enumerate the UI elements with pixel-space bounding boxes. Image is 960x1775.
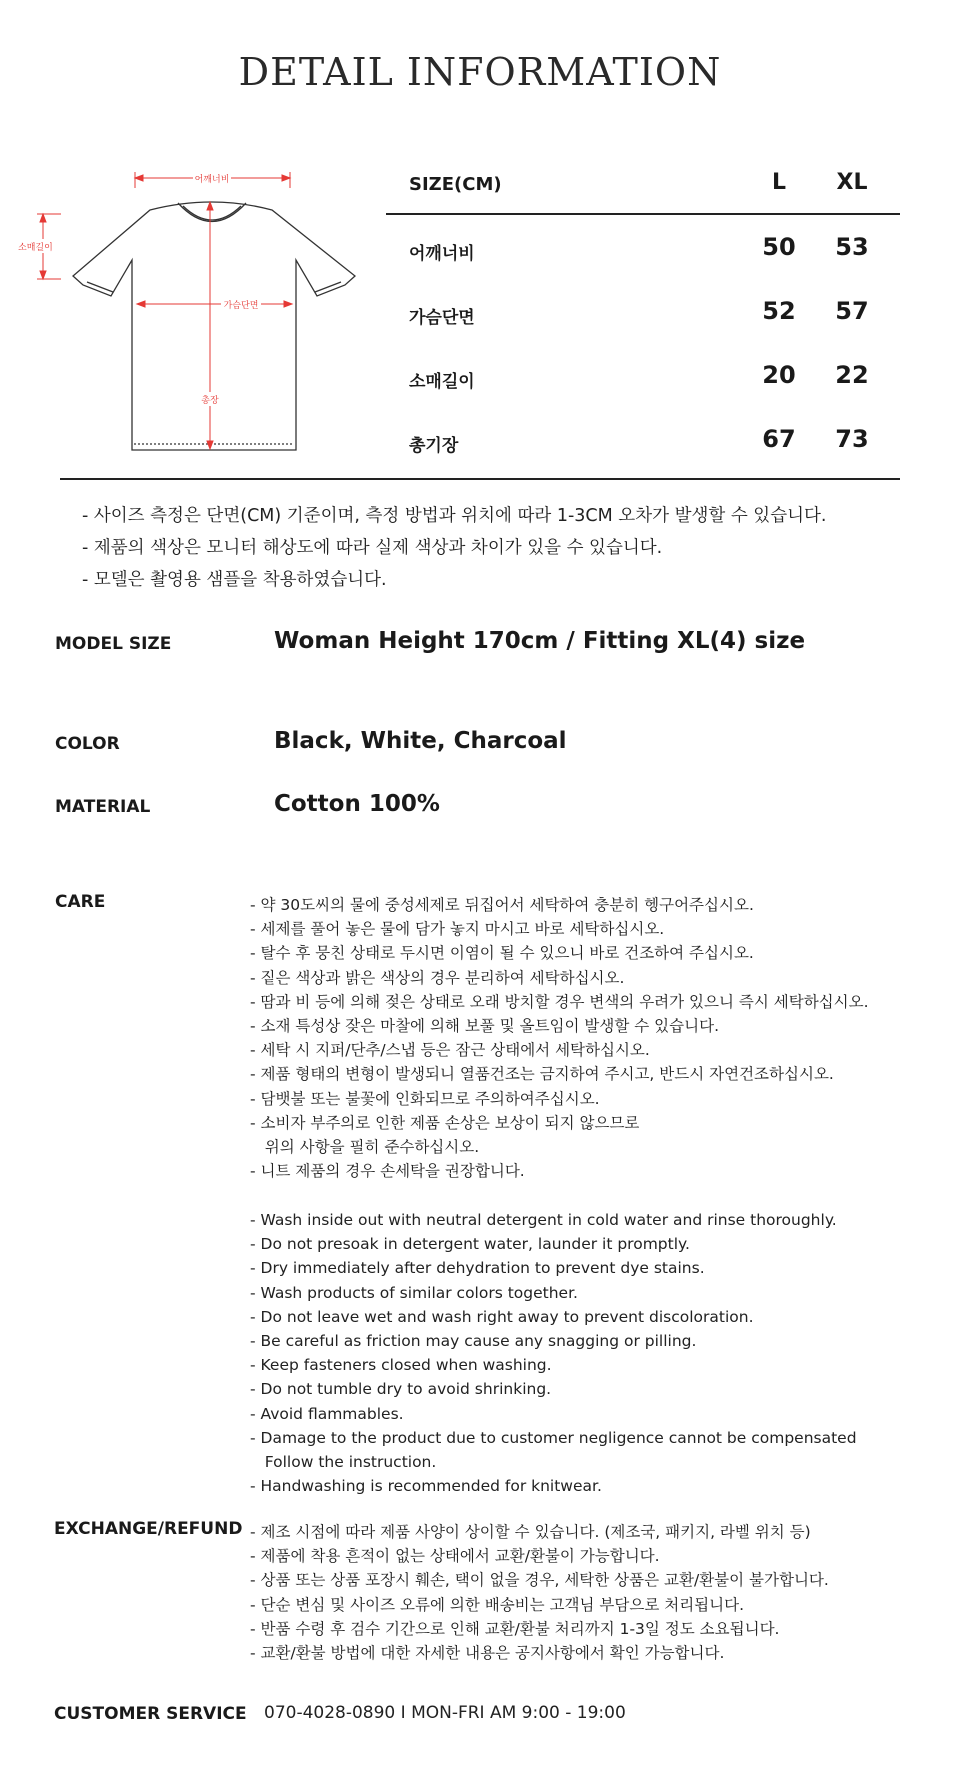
size-table (386, 160, 900, 471)
list-item: - 제품 형태의 변형이 발생되니 열품건조는 금지하여 주시고, 반드시 자연건조하십시오. (250, 1065, 834, 1084)
length-label: 총장 (201, 396, 219, 406)
tshirt-diagram (15, 168, 365, 468)
customer-service-label: CUSTOMER SERVICE (54, 1704, 247, 1724)
list-item: - 제조 시점에 따라 제품 사양이 상이할 수 있습니다. (제조국, 패키지, 라벨 위치 등) (250, 1523, 811, 1541)
chest-label: 가슴단면 (223, 301, 259, 311)
list-item: - Avoid flammables. (250, 1404, 404, 1423)
list-item: - Damage to the product due to customer negligence cannot be compensated (250, 1428, 857, 1447)
list-item: - 단순 변심 및 사이즈 오류에 의한 배송비는 고객님 부담으로 처리됩니다. (250, 1595, 745, 1614)
list-item: - 약 30도씨의 물에 중성세제로 뒤집어서 세탁하여 충분히 헹구어주십시오. (250, 896, 754, 914)
divider (60, 478, 900, 480)
color-label: COLOR (55, 734, 120, 754)
customer-service-value: 070-4028-0890 I MON-FRI AM 9:00 - 19:00 (264, 1703, 626, 1723)
size-header-l: L (771, 170, 787, 195)
list-item: - Be careful as friction may cause any snagging or pilling. (250, 1332, 697, 1351)
list-item: - 교환/환불 방법에 대한 자세한 내용은 공지사항에서 확인 가능합니다. (250, 1644, 725, 1663)
note-line: - 사이즈 측정은 단면(CM) 기준이며, 측정 방법과 위치에 따라 1-3CM 오차가 발생할 수 있습니다. (82, 506, 827, 526)
list-item: - 제품에 착용 흔적이 없는 상태에서 교환/환불이 가능합니다. (250, 1547, 660, 1566)
size-header-xl: XL (836, 170, 868, 195)
list-item: - Wash inside out with neutral detergent in cold water and rinse thoroughly. (250, 1211, 837, 1229)
row-value-xl: 22 (835, 361, 869, 389)
list-item: - Do not tumble dry to avoid shrinking. (250, 1380, 552, 1399)
list-item: - 담뱃불 또는 불꽃에 인화되므로 주의하여주십시오. (250, 1089, 600, 1108)
care-label: CARE (55, 892, 106, 912)
list-item: - 반품 수령 후 검수 기간으로 인해 교환/환불 처리까지 1-3일 정도 소요됩니다. (250, 1619, 780, 1638)
table-row (386, 215, 900, 279)
note-line: - 모델은 촬영용 샘플을 착용하였습니다. (82, 570, 387, 590)
table-row (386, 407, 900, 471)
model-size-label: MODEL SIZE (55, 634, 172, 654)
row-value-xl: 57 (835, 297, 869, 325)
model-size-value: Woman Height 170cm / Fitting XL(4) size (274, 628, 806, 654)
row-label: 소매길이 (409, 372, 475, 392)
list-item: - Do not presoak in detergent water, launder it promptly. (250, 1235, 690, 1254)
care-ko-list (250, 893, 950, 1183)
size-table-header (386, 160, 900, 215)
list-item: - 소재 특성상 잦은 마찰에 의해 보풀 및 올트임이 발생할 수 있습니다. (250, 1017, 719, 1036)
row-label: 총기장 (409, 436, 459, 456)
list-item: Follow the instruction. (250, 1453, 437, 1472)
row-label: 가슴단면 (409, 308, 475, 328)
list-item: - 니트 제품의 경우 손세탁을 권장합니다. (250, 1162, 525, 1181)
table-row (386, 343, 900, 407)
note-line: - 제품의 색상은 모니터 해상도에 따라 실제 색상과 차이가 있을 수 있습니다. (82, 538, 663, 558)
sleeve-label: 소매길이 (18, 243, 53, 253)
list-item: - 짙은 색상과 밝은 색상의 경우 분리하여 세탁하십시오. (250, 968, 625, 987)
size-header-label: SIZE(CM) (409, 174, 502, 195)
size-notes (82, 500, 942, 596)
row-label: 어깨너비 (409, 244, 475, 264)
list-item: - 세제를 풀어 놓은 물에 담가 놓지 마시고 바로 세탁하십시오. (250, 920, 665, 939)
list-item: - Wash products of similar colors together. (250, 1283, 578, 1302)
list-item: - Keep fasteners closed when washing. (250, 1356, 552, 1375)
list-item: - 세탁 시 지퍼/단추/스냅 등은 잠근 상태에서 세탁하십시오. (250, 1041, 650, 1060)
row-value-l: 50 (762, 233, 796, 261)
material-value: Cotton 100% (274, 791, 440, 817)
exchange-label: EXCHANGE/REFUND (54, 1519, 243, 1539)
list-item: - Handwashing is recommended for knitwear. (250, 1477, 602, 1496)
page-title: DETAIL INFORMATION (238, 50, 722, 94)
list-item: - 땀과 비 등에 의해 젖은 상태로 오래 방치할 경우 변색의 우려가 있으니 즉시 세탁하십시오. (250, 992, 869, 1011)
list-item: - 상품 또는 상품 포장시 훼손, 택이 없을 경우, 세탁한 상품은 교환/환불이 불가합니다. (250, 1571, 829, 1590)
list-item: 위의 사항을 필히 준수하십시오. (250, 1138, 480, 1157)
list-item: - 소비자 부주의로 인한 제품 손상은 보상이 되지 않으므로 (250, 1113, 640, 1132)
list-item: - Dry immediately after dehydration to prevent dye stains. (250, 1259, 705, 1278)
color-value: Black, White, Charcoal (274, 728, 567, 754)
material-label: MATERIAL (55, 797, 151, 817)
row-value-xl: 73 (835, 425, 869, 453)
care-en-list (250, 1208, 950, 1498)
tshirt-outline (73, 202, 355, 450)
shoulder-label: 어깨너비 (194, 175, 230, 185)
row-value-l: 67 (762, 425, 796, 453)
row-value-l: 20 (762, 361, 796, 389)
list-item: - 탈수 후 뭉친 상태로 두시면 이염이 될 수 있으니 바로 건조하여 주십시오. (250, 944, 754, 963)
exchange-list (250, 1520, 950, 1665)
table-row (386, 279, 900, 343)
row-value-xl: 53 (835, 233, 869, 261)
row-value-l: 52 (762, 297, 796, 325)
list-item: - Do not leave wet and wash right away to prevent discoloration. (250, 1307, 754, 1326)
